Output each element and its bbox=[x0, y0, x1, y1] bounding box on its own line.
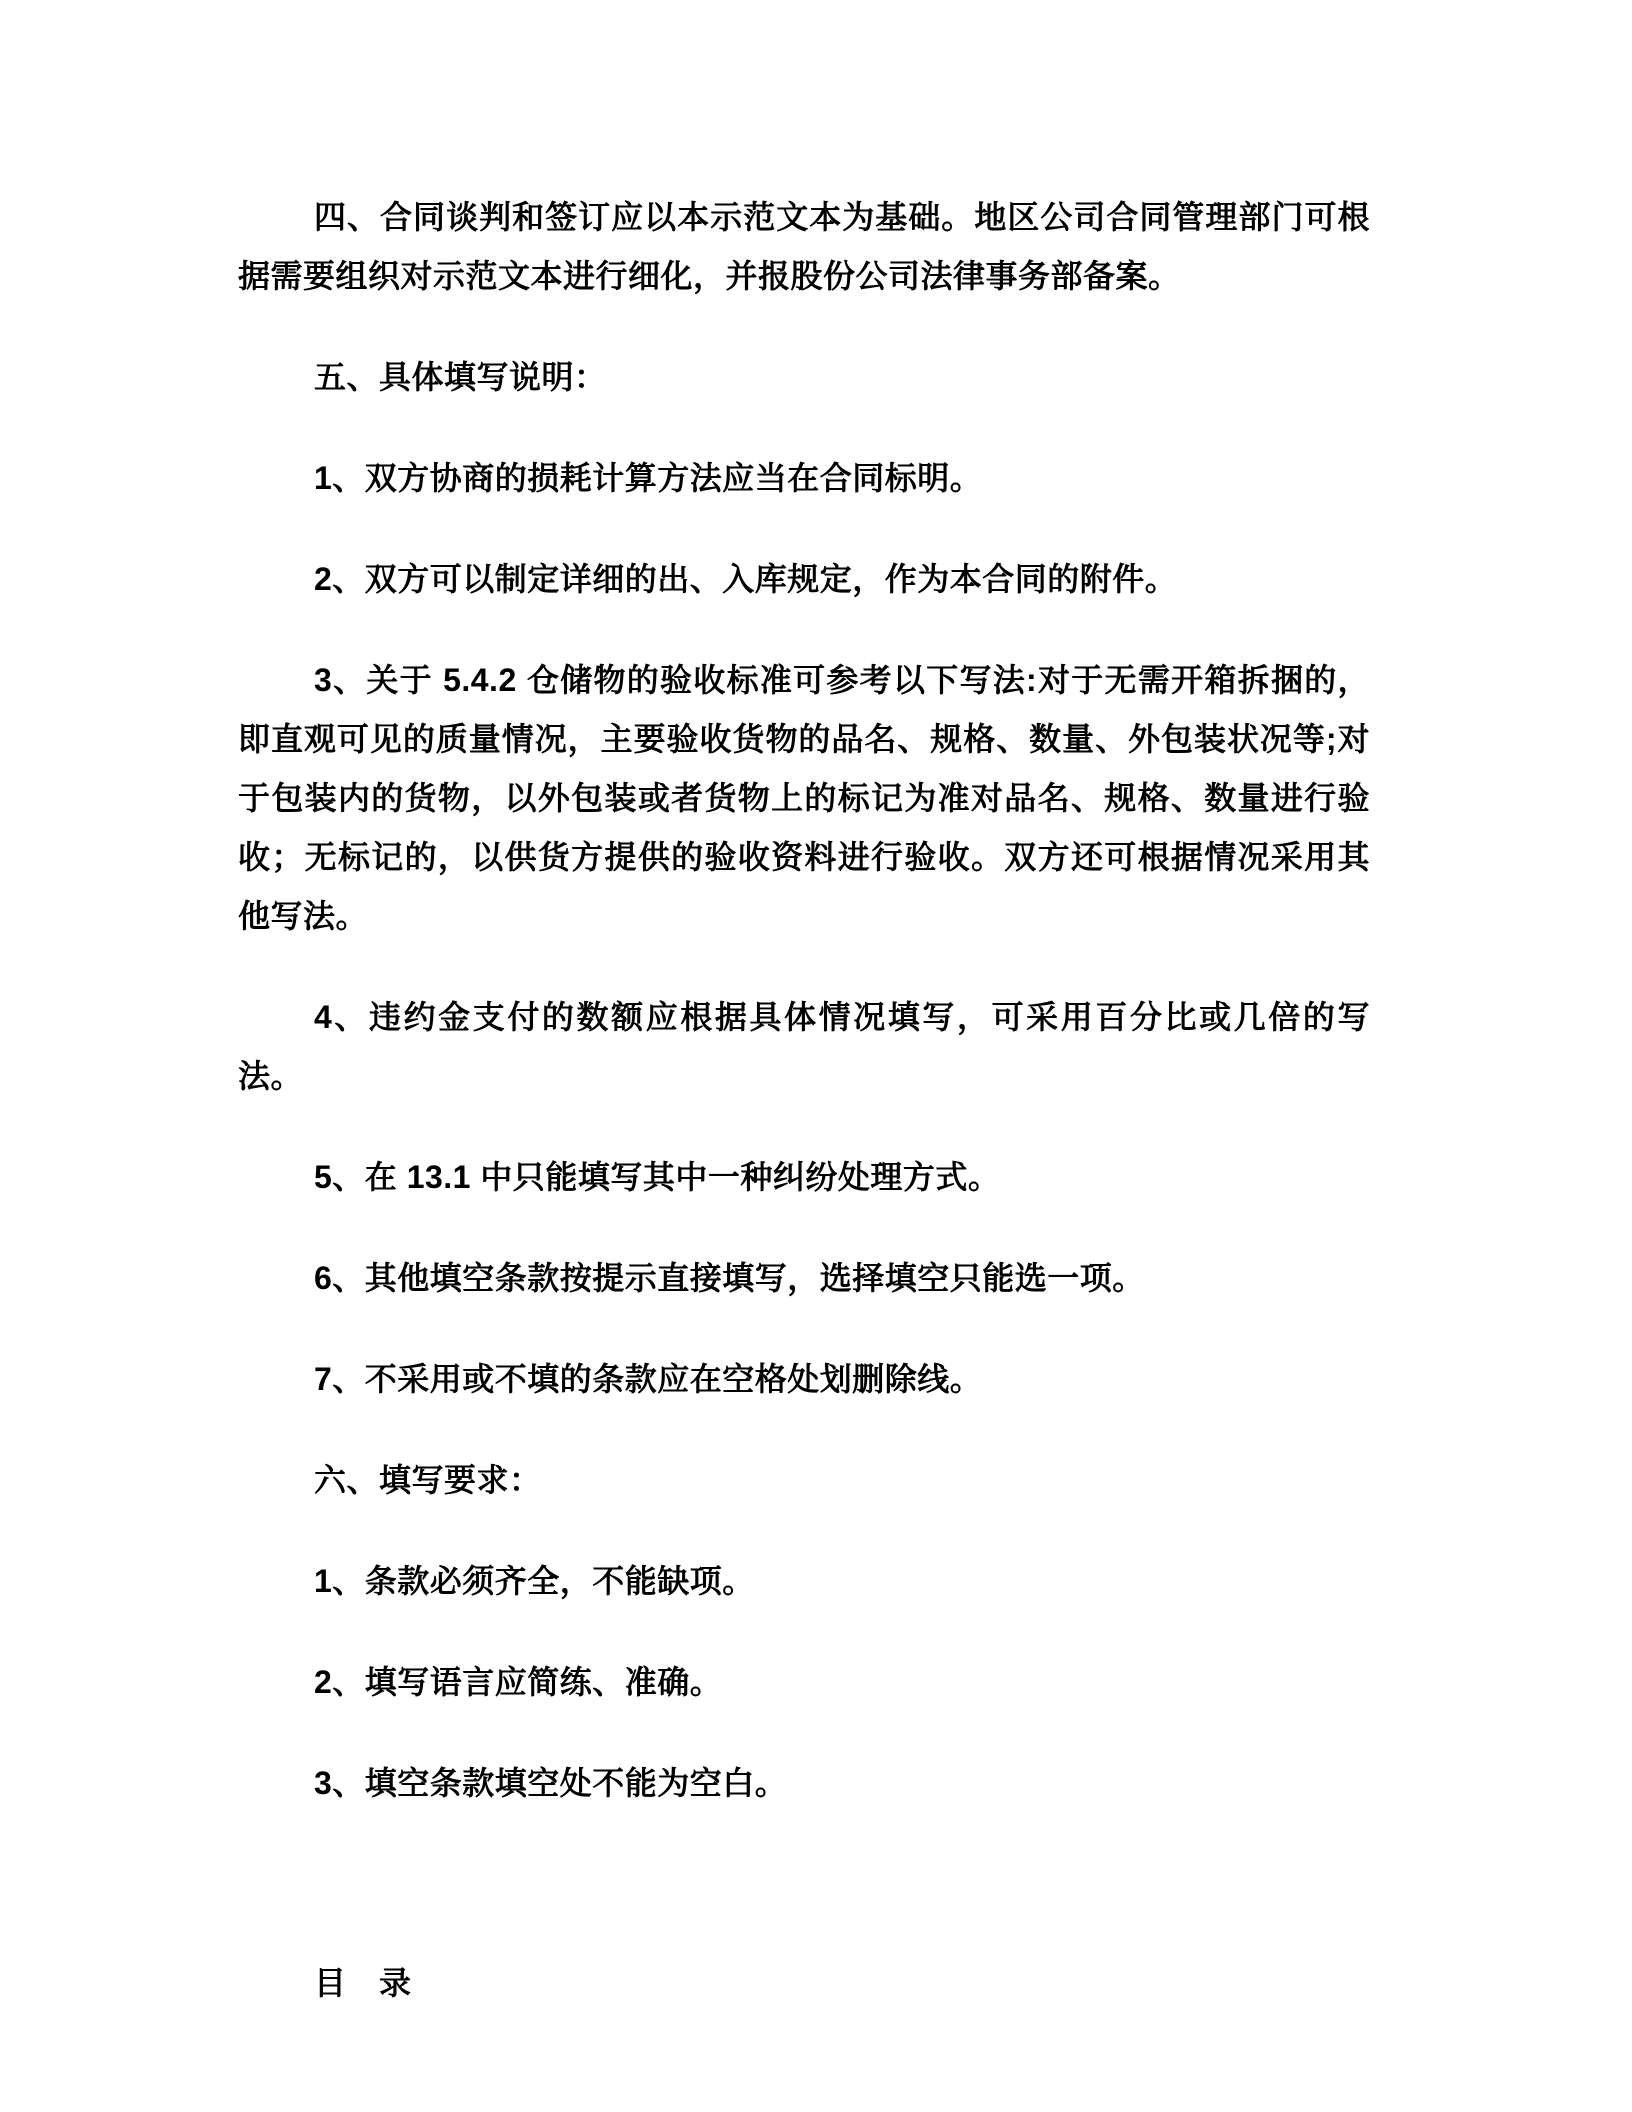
list-item-5-4: 4、违约金支付的数额应根据具体情况填写，可采用百分比或几倍的写法。 bbox=[238, 999, 1370, 1094]
list-item-5-2: 2、双方可以制定详细的出、入库规定，作为本合同的附件。 bbox=[314, 561, 1178, 597]
list-item-5-7: 7、不采用或不填的条款应在空格处划删除线。 bbox=[314, 1361, 983, 1397]
list-item-6-3: 3、填空条款填空处不能为空白。 bbox=[314, 1765, 788, 1801]
toc-heading: 目 录 bbox=[314, 1965, 412, 2001]
paragraph-section-4: 四、合同谈判和签订应以本示范文本为基础。地区公司合同管理部门可根据需要组织对示范文本进行细化，并报股份公司法律事务部备案。 bbox=[238, 199, 1370, 294]
list-item-5-1: 1、双方协商的损耗计算方法应当在合同标明。 bbox=[314, 460, 983, 496]
list-item-6-2: 2、填写语言应简练、准确。 bbox=[314, 1664, 723, 1700]
list-item-5-3: 3、关于 5.4.2 仓储物的验收标准可参考以下写法:对于无需开箱拆捆的，即直观可见的质量情况，主要验收货物的品名、规格、数量、外包装状况等;对于包装内的货物，以外包装或者货物上的标记为准对品名、规格、数量进行验收；无标记的，以供货方提供的验收资料进行验收。双方还可根据情况采用其他写法。 bbox=[238, 662, 1370, 934]
list-item-6-1: 1、条款必须齐全，不能缺项。 bbox=[314, 1563, 755, 1599]
list-item-5-5: 5、在 13.1 中只能填写其中一种纠纷处理方式。 bbox=[314, 1159, 1001, 1195]
section-heading-6: 六、填写要求： bbox=[314, 1462, 542, 1498]
list-item-5-6: 6、其他填空条款按提示直接填写，选择填空只能选一项。 bbox=[314, 1260, 1145, 1296]
section-heading-5: 五、具体填写说明： bbox=[314, 359, 607, 395]
